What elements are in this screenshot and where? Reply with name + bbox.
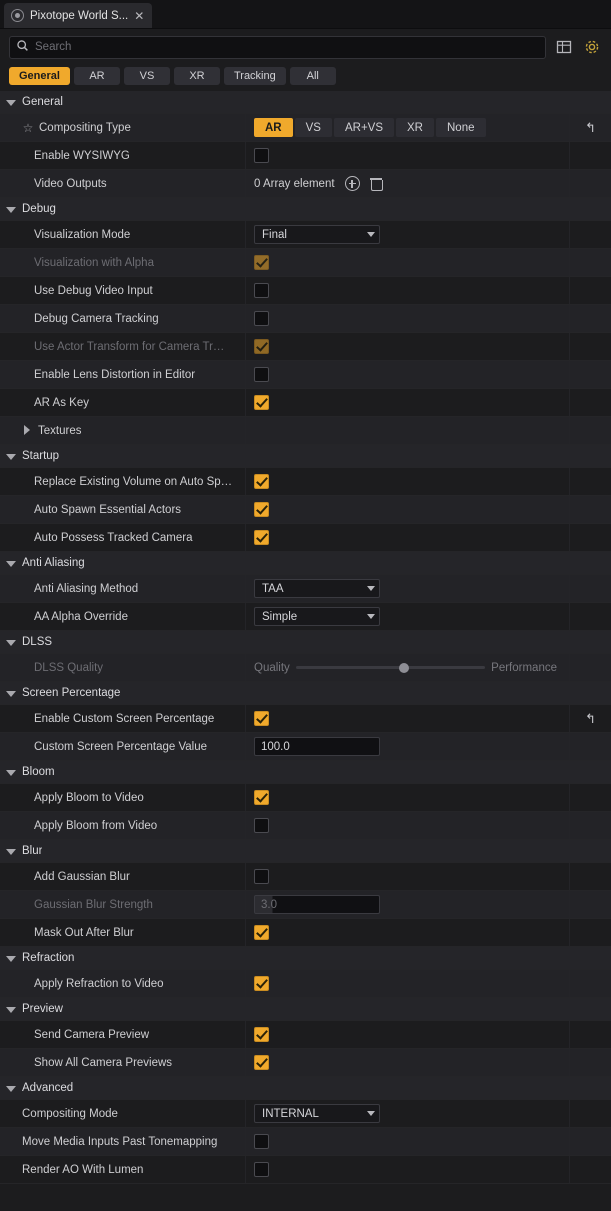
tab-title: Pixotope World S...: [30, 9, 129, 22]
checkbox-use-actor-transform: [254, 339, 269, 354]
row-label: Mask Out After Blur: [34, 926, 134, 939]
row-apply-bloom-to-video: [0, 784, 611, 812]
row-custom-screen-percentage-value: [0, 733, 611, 761]
filter-tracking[interactable]: Tracking: [224, 67, 286, 85]
slider-track: [296, 666, 485, 669]
row-enable-lens-distortion: [0, 361, 611, 389]
row-render-ao-with-lumen: [0, 1156, 611, 1184]
checkbox-enable-wysiwyg[interactable]: [254, 148, 269, 163]
row-label: Move Media Inputs Past Tonemapping: [22, 1135, 218, 1148]
segment-vs[interactable]: VS: [295, 118, 332, 137]
row-label: Compositing Type: [39, 121, 131, 134]
row-label: Video Outputs: [34, 177, 107, 190]
reset-icon[interactable]: ↰: [585, 119, 596, 135]
section-title: Debug: [22, 203, 56, 215]
section-title: Blur: [22, 845, 43, 857]
filter-vs[interactable]: VS: [124, 67, 170, 85]
chevron-down-icon[interactable]: [6, 637, 17, 648]
search-box[interactable]: [9, 36, 546, 59]
row-move-media-inputs-past-tonemapping: [0, 1128, 611, 1156]
segment-ar-vs[interactable]: AR+VS: [334, 118, 394, 137]
compositing-type-segmented: [254, 118, 486, 137]
row-label: Auto Possess Tracked Camera: [34, 531, 193, 544]
section-header-refraction[interactable]: [0, 947, 611, 970]
checkbox-auto-possess-tracked-camera[interactable]: [254, 530, 269, 545]
section-header-anti-aliasing[interactable]: [0, 552, 611, 575]
row-debug-camera-tracking: [0, 305, 611, 333]
section-header-bloom[interactable]: [0, 761, 611, 784]
dropdown-visualization-mode[interactable]: [254, 225, 380, 244]
chevron-down-icon[interactable]: [6, 1004, 17, 1015]
dropdown-aa-alpha-override[interactable]: [254, 607, 380, 626]
tab-bar: [0, 0, 611, 29]
section-title: Advanced: [22, 1082, 74, 1094]
section-title: General: [22, 96, 63, 108]
chevron-down-icon[interactable]: [6, 558, 17, 569]
row-replace-existing-volume: [0, 468, 611, 496]
chevron-down-icon[interactable]: [6, 953, 17, 964]
textfield-custom-screen-percentage-value[interactable]: [254, 737, 380, 756]
row-label: Add Gaussian Blur: [34, 870, 130, 883]
row-label: AR As Key: [34, 396, 89, 409]
delete-icon[interactable]: [370, 177, 382, 190]
segment-none[interactable]: None: [436, 118, 486, 137]
search-icon: [16, 39, 29, 55]
row-auto-spawn-essential-actors: [0, 496, 611, 524]
row-apply-refraction-to-video: [0, 970, 611, 998]
row-label: AA Alpha Override: [34, 610, 128, 623]
checkbox-enable-lens-distortion[interactable]: [254, 367, 269, 382]
section-title: Startup: [22, 450, 60, 462]
row-label: Auto Spawn Essential Actors: [34, 503, 182, 516]
section-header-screen-percentage[interactable]: [0, 682, 611, 705]
row-visualization-with-alpha: [0, 249, 611, 277]
row-use-actor-transform: [0, 333, 611, 361]
row-label: Enable Lens Distortion in Editor: [34, 368, 196, 381]
checkbox-apply-bloom-from-video[interactable]: [254, 818, 269, 833]
chevron-down-icon: [367, 586, 375, 591]
dlss-quality-slider: [254, 662, 569, 674]
section-header-dlss[interactable]: [0, 631, 611, 654]
row-ar-as-key: [0, 389, 611, 417]
row-label: Enable WYSIWYG: [34, 149, 130, 162]
slider-knob: [399, 663, 409, 673]
row-textures[interactable]: [0, 417, 611, 445]
row-auto-possess-tracked-camera: [0, 524, 611, 552]
slider-right-label: Performance: [491, 661, 557, 674]
row-label: Render AO With Lumen: [22, 1163, 144, 1176]
dropdown-value: INTERNAL: [262, 1107, 319, 1120]
reset-icon[interactable]: ↰: [585, 710, 596, 726]
row-label: Compositing Mode: [22, 1107, 118, 1120]
filter-pills: [0, 65, 611, 91]
chevron-down-icon[interactable]: [6, 846, 17, 857]
row-label: Use Debug Video Input: [34, 284, 153, 297]
checkbox-visualization-with-alpha: [254, 255, 269, 270]
row-send-camera-preview: [0, 1021, 611, 1049]
filter-xr[interactable]: XR: [174, 67, 220, 85]
search-row: [0, 29, 611, 65]
row-mask-out-after-blur: [0, 919, 611, 947]
section-title: Refraction: [22, 952, 75, 964]
section-header-debug[interactable]: [0, 198, 611, 221]
dropdown-anti-aliasing-method[interactable]: [254, 579, 380, 598]
row-label: Textures: [38, 424, 82, 437]
section-title: DLSS: [22, 636, 53, 648]
chevron-down-icon: [367, 1111, 375, 1116]
row-compositing-type: [0, 114, 611, 142]
row-compositing-mode: [0, 1100, 611, 1128]
row-enable-wysiwyg: [0, 142, 611, 170]
row-add-gaussian-blur: [0, 863, 611, 891]
close-icon[interactable]: ✕: [134, 8, 145, 23]
search-input[interactable]: [35, 41, 539, 53]
checkbox-send-camera-preview[interactable]: [254, 1027, 269, 1042]
section-title: Screen Percentage: [22, 687, 121, 699]
row-label: Use Actor Transform for Camera Tr…: [34, 340, 225, 353]
row-label: Visualization Mode: [34, 228, 131, 241]
row-label: Replace Existing Volume on Auto Sp…: [34, 475, 233, 488]
section-header-blur[interactable]: [0, 840, 611, 863]
video-outputs-count: 0 Array element: [254, 177, 335, 190]
chevron-down-icon[interactable]: [6, 767, 17, 778]
textfield-value: 100.0: [261, 740, 290, 753]
row-label: Apply Bloom from Video: [34, 819, 158, 832]
chevron-down-icon[interactable]: [6, 688, 17, 699]
tab-pixotope-world-settings[interactable]: [4, 3, 152, 28]
checkbox-ar-as-key[interactable]: [254, 395, 269, 410]
row-aa-alpha-override: [0, 603, 611, 631]
slider-value: 3.0: [261, 898, 277, 911]
row-dlss-quality: [0, 654, 611, 682]
row-enable-custom-screen-percentage: [0, 705, 611, 733]
checkbox-add-gaussian-blur[interactable]: [254, 869, 269, 884]
dropdown-value: Simple: [262, 610, 298, 623]
section-title: Bloom: [22, 766, 55, 778]
grid-view-icon[interactable]: [554, 37, 574, 57]
section-header-advanced[interactable]: [0, 1077, 611, 1100]
checkbox-apply-bloom-to-video[interactable]: [254, 790, 269, 805]
section-title: Anti Aliasing: [22, 557, 85, 569]
chevron-down-icon[interactable]: [6, 97, 17, 108]
add-icon[interactable]: [345, 176, 360, 191]
row-label: Enable Custom Screen Percentage: [34, 712, 215, 725]
row-label: Gaussian Blur Strength: [34, 898, 153, 911]
chevron-down-icon: [367, 614, 375, 619]
row-anti-aliasing-method: [0, 575, 611, 603]
checkbox-replace-existing-volume[interactable]: [254, 474, 269, 489]
checkbox-enable-custom-screen-percentage[interactable]: [254, 711, 269, 726]
row-label: Visualization with Alpha: [34, 256, 154, 269]
filter-ar[interactable]: AR: [74, 67, 120, 85]
chevron-right-icon[interactable]: [22, 425, 33, 436]
chevron-down-icon[interactable]: [6, 1083, 17, 1094]
checkbox-render-ao-with-lumen[interactable]: [254, 1162, 269, 1177]
row-label: Show All Camera Previews: [34, 1056, 173, 1069]
chevron-down-icon[interactable]: [6, 204, 17, 215]
section-header-startup[interactable]: [0, 445, 611, 468]
row-visualization-mode: [0, 221, 611, 249]
slider-left-label: Quality: [254, 661, 290, 674]
dropdown-compositing-mode[interactable]: [254, 1104, 380, 1123]
filter-all[interactable]: All: [290, 67, 336, 85]
checkbox-apply-refraction-to-video[interactable]: [254, 976, 269, 991]
row-label: Custom Screen Percentage Value: [34, 740, 208, 753]
checkbox-debug-camera-tracking[interactable]: [254, 311, 269, 326]
row-label: Apply Refraction to Video: [34, 977, 164, 990]
checkbox-mask-out-after-blur[interactable]: [254, 925, 269, 940]
property-list: [0, 91, 611, 1184]
checkbox-show-all-camera-previews[interactable]: [254, 1055, 269, 1070]
checkbox-auto-spawn-essential-actors[interactable]: [254, 502, 269, 517]
chevron-down-icon: [367, 232, 375, 237]
section-header-preview[interactable]: [0, 998, 611, 1021]
dropdown-value: TAA: [262, 582, 284, 595]
row-label: Anti Aliasing Method: [34, 582, 139, 595]
row-label: Send Camera Preview: [34, 1028, 150, 1041]
slider-gaussian-blur-strength: [254, 895, 380, 914]
segment-xr[interactable]: XR: [396, 118, 434, 137]
gear-icon[interactable]: [582, 37, 602, 57]
chevron-down-icon[interactable]: [6, 451, 17, 462]
dropdown-value: Final: [262, 228, 287, 241]
globe-icon: [11, 9, 24, 22]
checkbox-move-media-inputs-past-tonemapping[interactable]: [254, 1134, 269, 1149]
section-title: Preview: [22, 1003, 63, 1015]
row-use-debug-video-input: [0, 277, 611, 305]
row-label: DLSS Quality: [34, 661, 104, 674]
filter-general[interactable]: General: [9, 67, 70, 85]
checkbox-use-debug-video-input[interactable]: [254, 283, 269, 298]
section-header-general[interactable]: [0, 91, 611, 114]
row-gaussian-blur-strength: [0, 891, 611, 919]
row-video-outputs: [0, 170, 611, 198]
favorite-icon[interactable]: ☆: [22, 120, 34, 135]
row-label: Apply Bloom to Video: [34, 791, 144, 804]
row-label: Debug Camera Tracking: [34, 312, 159, 325]
segment-ar[interactable]: AR: [254, 118, 293, 137]
row-show-all-camera-previews: [0, 1049, 611, 1077]
row-apply-bloom-from-video: [0, 812, 611, 840]
